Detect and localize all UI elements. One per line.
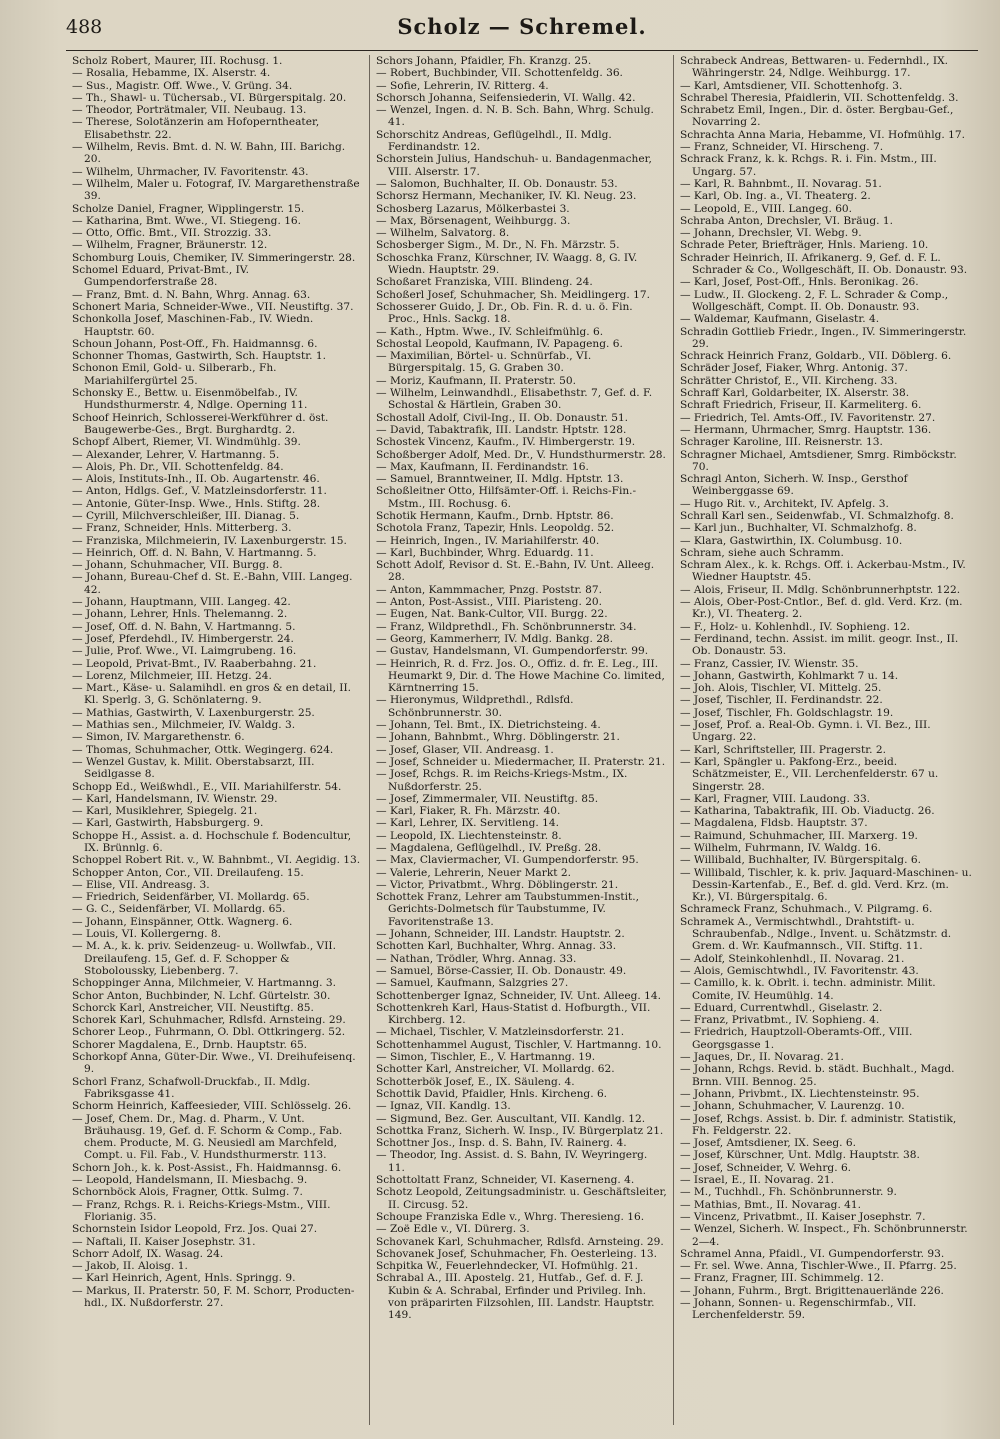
directory-entry: — Simon, Tischler, E., V. Hartmanng. 19. [375,1051,596,1064]
directory-entry: — Salomon, Buchhalter, II. Ob. Donaustr. 53. [375,177,618,190]
directory-entry: Schopf Albert, Riemer, VI. Windmühlg. 39. [72,436,301,449]
directory-entry: Schradin Gottlieb Friedr., Ingen., IV. Simmeringerstr. 29. [679,325,967,350]
directory-entry: Schorsz Hermann, Mechaniker, IV. Kl. Neug. 23. [375,190,637,203]
directory-entry: Schrabetz Emil, Ingen., Dir. d. öster. Bergbau-Gef., Novarring 2. [679,104,954,129]
directory-entry: — Joh. Alois, Tischler, VI. Mittelg. 25. [679,682,882,695]
directory-entry: — Sofie, Lehrerin, IV. Ritterg. 4. [375,79,549,92]
directory-entry: — Alois, Gemischtwhdl., IV. Favoritenstr. 43. [679,964,919,977]
directory-entry: — Ignaz, VII. Kandlg. 13. [375,1100,511,1113]
directory-entry: Schornstein Isidor Leopold, Frz. Jos. Quai 27. [72,1223,318,1236]
directory-entry: — Karl, Gastwirth, Habsburgerg. 9. [72,817,264,830]
directory-entry: — Victor, Privatbmt., Whrg. Döblingerstr. 21. [375,878,619,891]
directory-entry: — Wilhelm, Fuhrmann, IV. Waldg. 16. [679,842,882,854]
directory-entry: Schonsky E., Bettw. u. Eisenmöbelfab., IV. Hundsthurmerstr. 4, Ndlge. Operning 11. [72,387,308,412]
directory-entry: Schovanek Josef, Schuhmacher, Fh. Oesterleing. 13. [375,1247,657,1260]
page-header [66,14,978,48]
directory-entry: — Franz, Schneider, Hnls. Mitterberg. 3. [72,522,292,535]
directory-entry: — Franz, Cassier, IV. Wienstr. 35. [679,657,859,670]
directory-entry: Schotola Franz, Tapezir, Hnls. Leopoldg. 52. [375,522,615,535]
directory-entry: — Johann, Einspänner, Ottk. Wagnerg. 6. [72,915,293,928]
directory-entry: — Karl jun., Buchhalter, VI. Schmalzhofg. 8. [679,522,917,535]
directory-entry: — Friedrich, Tel. Amts-Off., IV. Favoritenstr. 27. [679,411,936,424]
directory-entry: — Michael, Tischler, V. Matzleinsdorferstr. 21. [375,1026,625,1039]
directory-entry: Schosberger Sigm., M. Dr., N. Fh. Märzstr. 5. [375,239,620,252]
directory-entry: — Heinrich, Off. d. N. Bahn, V. Hartmanng. 5. [72,546,317,559]
directory-entry: — Wilhelm, Fragner, Bräunerstr. 12. [72,239,268,252]
directory-entry: Schomburg Louis, Chemiker, IV. Simmeringerstr. 28. [72,251,356,264]
directory-entry: Schräder Josef, Fiaker, Whrg. Antonig. 37. [679,362,908,375]
directory-entry: — Karl, Schriftsteller, III. Pragerstr. 2. [679,743,886,756]
directory-entry: — Willibald, Buchhalter, IV. Bürgerspitalg. 6. [679,854,921,867]
columns [66,55,978,1425]
directory-entry: Schopper Anton, Cor., VII. Dreilaufeng. 15. [72,866,304,879]
directory-entry: Schoupe Franziska Edle v., Whrg. Theresieng. 16. [375,1210,645,1223]
directory-entry: Schraba Anton, Drechsler, VI. Bräug. 1. [679,214,893,227]
directory-entry: — Hieronymus, Wildprethdl., Rdlsfd. Schönbrunnerstr. 30. [375,694,574,719]
directory-entry: Schottenkreh Karl, Haus-Statist d. Hofburgth., VII. Kirchberg. 12. [375,1001,651,1027]
directory-entry: — Ludw., II. Glockeng. 2, F. L. Schrader & Comp., Wollgeschäft, Compt. II. Ob. Donaustr. 93. [679,288,949,313]
directory-entry: — Wenzel, Ingen. d. N. B. Sch. Bahn, Whrg. Schulg. 41. [375,104,654,129]
directory-entry: — Eduard, Currentwhdl., Giselastr. 2. [679,1001,883,1014]
directory-entry: — Willibald, Tischler, k. k. priv. Jaquard-Maschinen- u. Dessin-Kartenfab., E., Bef. d. gld. Verd. Krz. (m. Kr.), VI. Bürgerspitalg. 6. [679,866,972,904]
directory-entry: Schotter Karl, Anstreicher, VI. Mollardg. 62. [375,1063,615,1076]
column-2 [370,55,674,1425]
directory-entry: Schorer Magdalena, E., Drnb. Hauptstr. 65. [72,1038,308,1051]
directory-entry: — Rosalia, Hebamme, IX. Alserstr. 4. [72,67,271,80]
directory-entry: — Franz, Rchgs. R. i. Reichs-Kriegs-Mstm., VIII. Florianig. 35. [72,1198,331,1223]
directory-entry: — Johann, Bahnbmt., Whrg. Döblingerstr. 21. [375,731,620,744]
directory-entry: — Mathias, Gastwirth, V. Laxenburgerstr. 25. [72,706,315,719]
directory-entry: Schrack Franz, k. k. Rchgs. R. i. Fin. Mstm., III. Ungarg. 57. [679,153,937,178]
directory-entry: Schram, siehe auch Schramm. [679,546,844,559]
directory-entry: — Friedrich, Seidenfärber, VI. Mollardg. 65. [72,891,310,904]
directory-entry: Schramel Anna, Pfaidl., VI. Gumpendorferstr. 93. [679,1247,945,1260]
directory-entry: Schorkopf Anna, Güter-Dir. Wwe., VI. Dreihufeisenq. 9. [72,1051,356,1076]
directory-entry: Schrachta Anna Maria, Hebamme, VI. Hofmühlg. 17. [679,128,965,141]
directory-entry: Schoppinger Anna, Milchmeier, V. Hartmanng. 3. [72,977,337,990]
directory-entry: Schosberg Lazarus, Mölkerbastei 3. [375,202,570,215]
directory-entry: Schottek Franz, Lehrer am Taubstummen-Instit., Gerichts-Dolmetsch für Taubstumme, IV. Favoritenstraße 13. [375,891,639,928]
directory-entry: Schoßerl Josef, Schuhmacher, Sh. Meidlingerg. 17. [375,288,651,301]
directory-entry: — Leopold, Handelsmann, II. Miesbachg. 9. [72,1174,308,1187]
directory-entry: Schorschitz Andreas, Geflügelhdl., II. Mdlg. Ferdinandstr. 12. [375,128,612,154]
directory-entry: — Katharina, Bmt. Wwe., VI. Stiegeng. 16. [72,214,302,227]
directory-entry: Schpitka W., Feuerlehndecker, VI. Hofmühlg. 21. [375,1260,639,1273]
directory-entry: Schosserer Guido, J. Dr., Ob. Fin. R. d. u. ö. Fin. Proc., Hnls. Sackg. 18. [375,300,633,326]
directory-entry: — Hermann, Uhrmacher, Smrg. Hauptstr. 136. [679,423,932,436]
directory-entry: — Josef, Tischler, II. Ferdinandstr. 22. [679,694,883,707]
directory-entry: — Josef, Rchgs. Assist. b. Dir. f. administr. Statistik, Fh. Feldgerstr. 22. [679,1112,957,1137]
directory-entry: — Wenzel, Sicherh. W. Inspect., Fh. Schönbrunnerstr. 2—4. [679,1223,968,1248]
directory-entry: Schoppel Robert Rit. v., W. Bahnbmt., VI. Aegidig. 13. [72,854,361,867]
directory-entry: Schostall Adolf, Civil-Ing., II. Ob. Donaustr. 51. [375,411,629,424]
directory-entry: — Georg, Kammerherr, IV. Mdlg. Bankg. 28. [375,632,614,645]
directory-entry: — Max, Claviermacher, VI. Gumpendorferstr. 95. [375,854,639,867]
directory-entry: — Katharina, Tabaktrafik, III. Ob. Viaductg. 26. [679,805,935,818]
directory-entry: Scholze Daniel, Fragner, Wipplingerstr. 15. [72,202,305,215]
directory-entry: — Josef, Rchgs. R. im Reichs-Kriegs-Mstm., IX. Nußdorferstr. 25. [375,768,628,793]
directory-entry: Schoßaret Franziska, VIII. Blindeng. 24. [375,276,593,289]
directory-entry: Schorck Karl, Anstreicher, VII. Neustiftg. 85. [72,1001,314,1014]
directory-entry: — Fr. sel. Wwe. Anna, Tischler-Wwe., II. Pfarrg. 25. [679,1260,957,1273]
directory-entry: — Franz, Bmt. d. N. Bahn, Whrg. Annag. 63. [72,288,311,301]
directory-entry: — Otto, Offic. Bmt., VII. Strozzig. 33. [72,227,272,240]
directory-entry: — Naftali, II. Kaiser Josephstr. 31. [72,1235,256,1248]
directory-entry: — Karl, Handelsmann, IV. Wienstr. 29. [72,792,278,805]
directory-entry: Schoschka Franz, Kürschner, IV. Waagg. 8, G. IV. Wiedn. Hauptstr. 29. [375,251,638,277]
directory-entry: — Wilhelm, Uhrmacher, IV. Favoritenstr. 43. [72,165,309,178]
directory-entry: — Julie, Prof. Wwe., VI. Laimgrubeng. 16. [72,645,297,658]
directory-entry: Schorek Karl, Schuhmacher, Rdlsfd. Arnsteing. 29. [72,1014,346,1027]
directory-entry: — Klara, Gastwirthin, IX. Columbusg. 10. [679,534,903,547]
directory-entry: — Johann, Lehrer, Hnls. Thelemanng. 2. [72,608,288,621]
directory-entry: — Wenzel Gustav, k. Milit. Oberstabsarzt, III. Seidlgasse 8. [72,755,315,781]
directory-entry: Schottka Franz, Sicherh. W. Insp., IV. Bürgerplatz 21. [375,1124,664,1137]
header-rule [66,50,978,51]
directory-entry: — Friedrich, Hauptzoll-Oberamts-Off., VIII. Georgsgasse 1. [679,1026,913,1051]
directory-entry: — Samuel, Kaufmann, Salzgries 27. [375,977,569,990]
directory-entry: — Mathias, Bmt., II. Novarag. 41. [679,1198,862,1211]
directory-entry: — Franz, Wildprethdl., Fh. Schönbrunnerstr. 34. [375,620,637,633]
directory-entry: — Franz, Fragner, III. Schimmelg. 12. [679,1272,884,1285]
directory-entry: Schoppe H., Assist. a. d. Hochschule f. Bodencultur, IX. Brünnlg. 6. [72,829,352,854]
directory-entry: — Theodor, Porträtmaler, VII. Neubaug. 13. [72,104,307,117]
directory-entry: Schramek A., Vermischtwhdl., Drahtstift- u. Schraubenfab., Ndlge., Invent. u. Schätzmstr. d. Grem. d. Wr. Kaufmannsch., VII. Stiftg. 11. [679,915,952,953]
directory-entry: Schorsch Johanna, Seifensiederin, VI. Wallg. 42. [375,91,636,104]
directory-entry: — Adolf, Steinkohlenhdl., II. Novarag. 21. [679,952,905,965]
directory-entry: — Ferdinand, techn. Assist. im milit. geogr. Inst., II. Ob. Donaustr. 53. [679,632,959,658]
directory-entry: Schomel Eduard, Privat-Bmt., IV. Gumpendorferstraße 28. [72,264,249,289]
directory-entry: Schorstein Julius, Handschuh- u. Bandagenmacher, VIII. Alserstr. 17. [375,153,652,178]
column-3 [674,55,978,1425]
directory-entry: Schrätter Christof, E., VII. Kircheng. 33. [679,374,898,387]
directory-entry: Schors Johann, Pfaidler, Fh. Kranzg. 25. [375,55,592,67]
directory-entry: — Anton, Kammmacher, Pnzg. Poststr. 87. [375,583,602,596]
directory-entry: — Eugen, Nat. Bank-Cultor, VII. Burgg. 22. [375,608,608,621]
directory-entry: — Josef, Zimmermaler, VII. Neustiftg. 85. [375,792,599,805]
directory-entry: — Josef, Chem. Dr., Mag. d. Pharm., V. Unt. Bräuhausg. 19, Gef. d. F. Schorm & Comp., Fab. chem. Producte, M. G. Neusiedl am Marchfeld, Compt. u. Fil. Fab., V. Hundsthurmerstr. 113. [72,1112,343,1162]
directory-entry: — Josef, Amtsdiener, IX. Seeg. 6. [679,1137,856,1150]
directory-entry: — Markus, II. Praterstr. 50, F. M. Schorr, Producten-hdl., IX. Nußdorferstr. 27. [72,1284,355,1309]
directory-entry: — Maximilian, Börtel- u. Schnürfab., VI. Bürgerspitalg. 15, G. Graben 30. [375,350,592,375]
directory-entry: Schotik Hermann, Kaufm., Drnb. Hptstr. 86. [375,509,614,522]
directory-entry: — Johann, Drechsler, VI. Webg. 9. [679,227,862,240]
directory-entry: — Leopold, E., VIII. Langeg. 60. [679,202,853,215]
directory-entry: — Franz, Privatbmt., IV. Sophieng. 4. [679,1014,880,1027]
directory-entry: Schrabeck Andreas, Bettwaren- u. Federnhdl., IX. Währingerstr. 24, Ndlge. Weihburgg. 17. [679,55,948,80]
directory-entry: — Raimund, Schuhmacher, III. Marxerg. 19. [679,829,918,842]
directory-entry: — Max, Börsenagent, Weihburgg. 3. [375,214,571,227]
directory-entry: — Wilhelm, Leinwandhdl., Elisabethstr. 7, Gef. d. F. Schostal & Härtlein, Graben 30. [375,387,653,412]
directory-entry: — Josef, Tischler, Fh. Goldschlagstr. 19. [679,706,894,719]
directory-entry: — Johann, Schuhmacher, V. Laurenzg. 10. [679,1100,905,1113]
directory-entry: — Magdalena, Fldsb. Hauptstr. 37. [679,817,868,830]
directory-entry: — David, Tabaktrafik, III. Landstr. Hptstr. 128. [375,423,627,436]
directory-entry: — Antonie, Güter-Insp. Wwe., Hnls. Stiftg. 28. [72,497,321,510]
directory-entry: — Alois, Instituts-Inh., II. Ob. Augartenstr. 46. [72,473,320,486]
directory-entry: Schrall Karl sen., Seidenwfab., VI. Schmalzhofg. 8. [679,509,954,522]
directory-entry: — Wilhelm, Maler u. Fotograf, IV. Margarethenstraße 39. [72,177,360,203]
directory-entry: — Heinrich, R. d. Frz. Jos. O., Offiz. d. fr. E. Leg., III. Heumarkt 9, Dir. d. The Howe Machine Co. limited, Kärntnerring 15. [375,657,665,695]
directory-entry: — M., Tuchhdl., Fh. Schönbrunnerstr. 9. [679,1186,897,1199]
directory-entry: Schottenberger Ignaz, Schneider, IV. Unt. Alleeg. 14. [375,989,661,1002]
directory-entry: — Cyrill, Milchverschleißer, III. Dianag. 5. [72,509,300,522]
directory-entry: Schoßleitner Otto, Hilfsämter-Off. i. Reichs-Fin.-Mstm., III. Rochusg. 6. [375,485,637,510]
directory-entry: — Hugo Rit. v., Architekt, IV. Apfelg. 3. [679,497,889,510]
directory-entry: — Vincenz, Privatbmt., II. Kaiser Josephstr. 7. [679,1210,926,1223]
directory-entry: — Karl, Ob. Ing. a., VI. Theaterg. 2. [679,190,871,203]
directory-entry: Schonkolla Josef, Maschinen-Fab., IV. Wiedn. Hauptstr. 60. [72,313,314,338]
directory-entry: Schornböck Alois, Fragner, Ottk. Sulmg. 7. [72,1186,303,1199]
directory-entry: Schor Anton, Buchbinder, N. Lchf. Gürtelstr. 30. [72,989,331,1002]
directory-entry: — Thomas, Schuhmacher, Ottk. Wegingerg. 624. [72,743,334,756]
directory-entry: Schorm Heinrich, Kaffeesieder, VIII. Schlösselg. 26. [72,1100,352,1113]
directory-entry: — Leopold, Privat-Bmt., IV. Raaberbahng. 21. [72,657,317,670]
directory-entry: — G. C., Seidenfärber, VI. Mollardg. 65. [72,903,286,916]
directory-entry: Schraff Karl, Goldarbeiter, IX. Alserstr. 38. [679,387,910,400]
directory-entry: — Johann, Bureau-Chef d. St. E.-Bahn, VIII. Langeg. 42. [72,571,353,596]
directory-entry: — Th., Shawl- u. Tüchersab., VI. Bürgerspitalg. 20. [72,91,347,104]
directory-entry: — Josef, Kürschner, Unt. Mdlg. Hauptstr. 38. [679,1149,920,1162]
directory-entry: — Karl, Fragner, VIII. Laudong. 33. [679,792,871,805]
directory-entry: Schrade Peter, Briefträger, Hnls. Marieng. 10. [679,239,929,252]
directory-entry: — Simon, IV. Margarethenstr. 6. [72,731,245,744]
directory-entry: Schraft Friedrich, Friseur, II. Karmeliterg. 6. [679,399,922,412]
directory-entry: — Heinrich, Ingen., IV. Mariahilferstr. 40. [375,534,600,547]
directory-entry: — Josef, Prof. a. Real-Ob. Gymn. i. VI. Bez., III. Ungarg. 22. [679,719,931,744]
directory-entry: — Theodor, Ing. Assist. d. S. Bahn, IV. Weyringerg. 11. [375,1149,648,1174]
directory-entry: — Alois, Ober-Post-Cntlor., Bef. d. gld. Verd. Krz. (m. Kr.), VI. Theaterg. 2. [679,596,963,621]
directory-entry: — Leopold, IX. Liechtensteinstr. 8. [375,829,562,842]
directory-entry: Schrack Heinrich Franz, Goldarb., VII. Döblerg. 6. [679,350,952,363]
directory-entry: — Robert, Buchbinder, VII. Schottenfeldg. 36. [375,67,623,80]
directory-entry: — Johann, Hauptmann, VIII. Langeg. 42. [72,596,291,609]
directory-entry: — F., Holz- u. Kohlenhdl., IV. Sophieng. 12. [679,620,911,633]
directory-entry: — Sus., Magistr. Off. Wwe., V. Grüng. 34. [72,79,293,92]
directory-entry: — Kath., Hptm. Wwe., IV. Schleifmühlg. 6. [375,325,604,338]
directory-entry: — Karl, Lehrer, IX. Servitleng. 14. [375,817,559,830]
directory-entry: — Johann, Gastwirth, Kohlmarkt 7 u. 14. [679,669,899,682]
directory-entry: — Anton, Hdlgs. Gef., V. Matzleinsdorferstr. 11. [72,485,327,498]
directory-entry: — Karl, Amtsdiener, VII. Schottenhofg. 3. [679,79,903,92]
directory-entry: Schoun Johann, Post-Off., Fh. Haidmannsg. 6. [72,337,318,350]
directory-entry: — Samuel, Börse-Cassier, II. Ob. Donaustr. 49. [375,964,627,977]
directory-entry: Schostal Leopold, Kaufmann, IV. Papageng. 6. [375,337,623,350]
directory-entry: — M. A., k. k. priv. Seidenzeug- u. Wollwfab., VII. Dreilaufeng. 15, Gef. d. F. Schopper & Stoboloussky, Liebenberg. 7. [72,940,336,977]
directory-entry: — Nathan, Trödler, Whrg. Annag. 33. [375,952,577,965]
directory-entry: Schonert Maria, Schneider-Wwe., VII. Neustiftg. 37. [72,300,354,313]
directory-entry: — Alexander, Lehrer, V. Hartmanng. 5. [72,448,280,461]
directory-entry: Schrager Karoline, III. Reisnerstr. 13. [679,436,883,449]
directory-entry: Schoßberger Adolf, Med. Dr., V. Hundsthurmerstr. 28. [375,448,666,461]
directory-entry: — Wilhelm, Revis. Bmt. d. N. W. Bahn, III. Barichg. 20. [72,141,346,166]
directory-entry: — Franz, Schneider, VI. Hirscheng. 7. [679,141,884,154]
running-head: Scholz — Schremel. [397,14,647,39]
directory-entry: — Johann, Schuhmacher, VII. Burgg. 8. [72,559,283,572]
directory-entry: — Mart., Käse- u. Salamihdl. en gros & en detail, II. Kl. Sperlg. 3, G. Schönlaterng. 9. [72,682,352,707]
directory-entry: Schostek Vincenz, Kaufm., IV. Himbergerstr. 19. [375,436,636,449]
directory-entry: — Karl Heinrich, Agent, Hnls. Springg. 9. [72,1272,296,1285]
directory-entry: Schragner Michael, Amtsdiener, Smrg. Rimböckstr. 70. [679,448,957,473]
directory-entry: — Alois, Ph. Dr., VII. Schottenfeldg. 84. [72,460,284,473]
directory-entry: Schram Alex., k. k. Rchgs. Off. i. Ackerbau-Mstm., IV. Wiedner Hauptstr. 45. [679,559,966,584]
directory-entry: — Therese, Solotänzerin am Hofoperntheater, Elisabethstr. 22. [72,116,320,141]
directory-entry: Schonon Emil, Gold- u. Silberarb., Fh. Mariahilfergürtel 25. [72,362,277,387]
directory-entry: Schovanek Karl, Schuhmacher, Rdlsfd. Arnsteing. 29. [375,1235,664,1248]
directory-entry: Schotz Leopold, Zeitungsadministr. u. Geschäftsleiter, II. Circusg. 52. [375,1186,667,1211]
directory-entry: — Mathias sen., Milchmeier, IV. Waldg. 3. [72,719,296,732]
directory-entry: — Jaques, Dr., II. Novarag. 21. [679,1051,844,1064]
directory-entry: — Karl, Musiklehrer, Spiegelg. 21. [72,805,258,818]
directory-entry: Schonner Thomas, Gastwirth, Sch. Hauptstr. 1. [72,350,326,363]
directory-entry: — Karl, Buchbinder, Whrg. Eduardg. 11. [375,546,594,559]
directory-entry: — Josef, Pferdehdl., IV. Himbergerstr. 24. [72,632,294,645]
page-number: 488 [66,16,103,38]
column-1 [66,55,370,1425]
directory-entry: — Jakob, II. Aloisg. 1. [72,1260,188,1273]
directory-entry: Schorl Franz, Schafwoll-Druckfab., II. Mdlg. Fabriksgasse 41. [72,1075,311,1100]
directory-entry: — Magdalena, Geflügelhdl., IV. Preßg. 28. [375,842,602,854]
directory-entry: — Louis, VI. Kollergerng. 8. [72,928,222,941]
directory-entry: Schorn Joh., k. k. Post-Assist., Fh. Haidmannsg. 6. [72,1161,342,1174]
directory-entry: Schorr Adolf, IX. Wasag. 24. [72,1247,224,1260]
directory-entry: — Josef, Off. d. N. Bahn, V. Hartmanng. 5. [72,620,296,633]
directory-entry: — Moriz, Kaufmann, II. Praterstr. 50. [375,374,577,387]
directory-entry: — Zoë Edle v., VI. Dürerg. 3. [375,1223,530,1236]
directory-entry: — Waldemar, Kaufmann, Giselastr. 4. [679,313,880,326]
directory-entry: — Valerie, Lehrerin, Neuer Markt 2. [375,866,571,879]
directory-entry: Schoof Heinrich, Schlosserei-Werkführer d. öst. Baugewerbe-Ges., Brgt. Burghardtg. 2. [72,411,329,436]
directory-entry: Schottenhammel August, Tischler, V. Hartmanng. 10. [375,1038,662,1051]
directory-entry: — Johann, Privbmt., IX. Liechtensteinstr. 95. [679,1087,920,1100]
directory-entry: — Johann, Tel. Bmt., IX. Dietrichsteing. 4. [375,719,601,732]
directory-entry: Scholz Robert, Maurer, III. Rochusg. 1. [72,55,283,67]
directory-entry: — Josef, Schneider u. Miedermacher, II. Praterstr. 21. [375,755,666,768]
directory-entry: — Karl, R. Bahnbmt., II. Novarag. 51. [679,177,882,190]
directory-entry: — Max, Kaufmann, II. Ferdinandstr. 16. [375,460,589,473]
directory-entry: Schotten Karl, Buchhalter, Whrg. Annag. 33. [375,940,617,953]
directory-entry: Schottner Jos., Insp. d. S. Bahn, IV. Rainerg. 4. [375,1137,627,1150]
directory-entry: Schotterbök Josef, E., IX. Säuleng. 4. [375,1075,575,1088]
directory-entry: Schopp Ed., Weißwhdl., E., VII. Mariahilferstr. 54. [72,780,342,793]
directory-entry: — Karl, Spängler u. Pakfong-Erz., beeid. Schätzmeister, E., VII. Lerchenfelderstr. 67 u. Singerstr. 28. [679,755,939,793]
directory-entry: — Johann, Schneider, III. Landstr. Hauptstr. 2. [375,928,625,941]
directory-entry: — Wilhelm, Salvatorg. 8. [375,227,510,240]
directory-entry: — Johann, Fuhrm., Brgt. Brigittenauerlände 226. [679,1284,944,1297]
directory-entry: Schott Adolf, Revisor d. St. E.-Bahn, IV. Unt. Alleeg. 28. [375,559,655,584]
directory-entry: Schrabal A., III. Apostelg. 21, Hutfab., Gef. d. F. J. Kubin & A. Schrabal, Erfinder und Privileg. Inh. von präparirten Filzsohlen, III. Landstr. Hauptstr. 149. [375,1272,655,1322]
directory-entry: — Anton, Post-Assist., VIII. Piaristeng. 20. [375,596,603,609]
directory-entry: Schrameck Franz, Schuhmach., V. Pilgramg. 6. [679,903,933,916]
directory-entry: — Samuel, Branntweiner, II. Mdlg. Hptstr. 13. [375,473,624,486]
directory-entry: — Johann, Rchgs. Revid. b. städt. Buchhalt., Magd. Brnn. VIII. Bennog. 25. [679,1063,955,1088]
directory-entry: — Josef, Glaser, VII. Andreasg. 1. [375,743,554,756]
directory-entry: Schragl Anton, Sicherh. W. Insp., Gersthof Weinberggasse 69. [679,473,908,498]
directory-entry: — Alois, Friseur, II. Mdlg. Schönbrunnerhptstr. 122. [679,583,961,596]
directory-entry: Schottik David, Pfaidler, Hnls. Kircheng. 6. [375,1087,608,1100]
directory-entry: — Karl, Fiaker, R. Fh. Märzstr. 40. [375,805,561,818]
directory-entry: — Lorenz, Milchmeier, III. Hetzg. 24. [72,669,272,682]
directory-entry: Schrabel Theresia, Pfaidlerin, VII. Schottenfeldg. 3. [679,91,959,104]
directory-entry: — Karl, Josef, Post-Off., Hnls. Beronikag. 26. [679,276,919,289]
directory-entry: Schorer Leop., Fuhrmann, O. Dbl. Ottkringerg. 52. [72,1026,346,1039]
directory-entry: — Camillo, k. k. Obrlt. i. techn. administr. Milit. Comite, IV. Heumühlg. 14. [679,977,936,1002]
directory-entry: — Israel, E., II. Novarag. 21. [679,1174,834,1187]
directory-entry: — Franziska, Milchmeierin, IV. Laxenburgerstr. 15. [72,534,347,547]
directory-entry: — Sigmund, Bez. Ger. Auscultant, VII. Kandlg. 12. [375,1112,646,1125]
directory-entry: Schottoltatt Franz, Schneider, VI. Kaserneng. 4. [375,1174,635,1187]
directory-entry: — Elise, VII. Andreasg. 3. [72,878,210,891]
directory-entry: — Josef, Schneider, V. Wehrg. 6. [679,1161,852,1174]
directory-entry: Schrader Heinrich, II. Afrikanerg. 9, Gef. d. F. L. Schrader & Co., Wollgeschäft, II. Ob. Donaustr. 93. [679,251,968,277]
directory-entry: — Johann, Sonnen- u. Regenschirmfab., VII. Lerchenfelderstr. 59. [679,1296,917,1322]
directory-entry: — Gustav, Handelsmann, VI. Gumpendorferstr. 99. [375,645,649,658]
